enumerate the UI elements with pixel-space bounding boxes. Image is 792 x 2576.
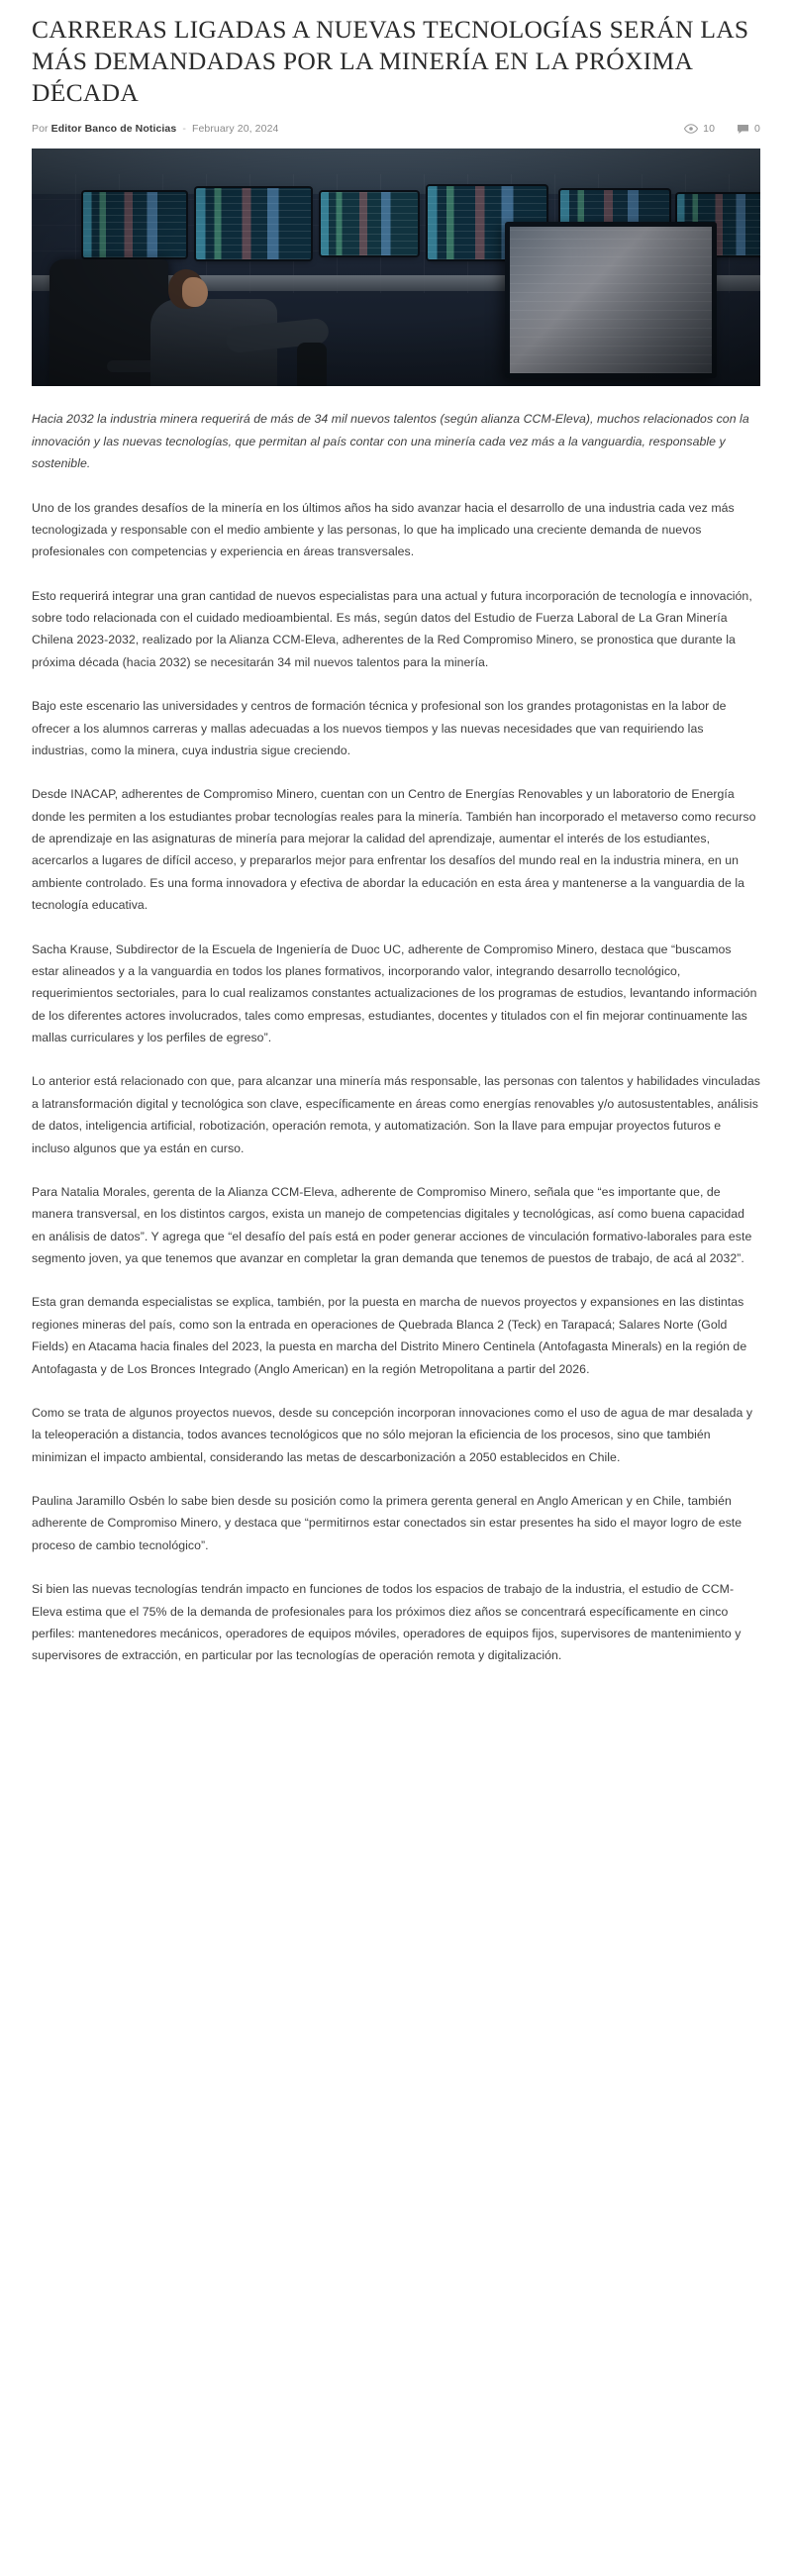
views-metric (684, 123, 715, 135)
article-paragraph: Como se trata de algunos proyectos nuevos, desde su concepción incorporan innovaciones como el uso de agua de mar desalada y la teleoperación a distancia, todos avances tecnológicos que no sólo mejoran la eficiencia de los procesos, sino que también minimizan el impacto ambiental, considerando las metas de descarbonización a 2050 establecidos en Chile. (32, 1405, 753, 1464)
comment-icon (737, 124, 749, 135)
eye-icon (684, 124, 698, 134)
comments-count: 0 (754, 123, 760, 136)
article-paragraph: Esta gran demanda especialistas se explica, también, por la puesta en marcha de nuevos proyectos y expansiones en las distintas regiones mineras del país, como son la entrada en operaciones de Quebrada Blanca 2 (Teck) en Tarapacá; Salares Norte (Gold Fields) en Atacama hacia finales del 2023, la puesta en marcha del Distrito Minero Centinela (Antofagasta Minerals) en la región de Antofagasta y de Los Bronces Integrado (Anglo American) en la región Metropolitana a partir del 2026. (32, 1295, 747, 1376)
article-paragraph-quote-krause: Sacha Krause, Subdirector de la Escuela de Ingeniería de Duoc UC, adherente de Compromiso Minero, destaca que “buscamos estar alineados y a la vanguardia en todos los planes formativos, incorporando valor, integrando desarrollo tecnológico, requerimientos sectoriales, para lo cual realizamos constantes actualizaciones de los programas de estudios, levantando información de los diferentes actores involucrados, tales como empresas, estudiantes, docentes y titulados con el fin mejorar continuamente las mallas curriculares y los perfiles de egreso”. (32, 941, 757, 1044)
page-title: CARRERAS LIGADAS A NUEVAS TECNOLOGÍAS SERÁN LAS MÁS DEMANDADAS POR LA MINERÍA EN LA PRÓXIMA DÉCADA (32, 15, 749, 108)
article-paragraph: Esto requerirá integrar una gran cantidad de nuevos especialistas para una actual y futura incorporación de tecnología e innovación, sobre todo relacionada con el cuidado medioambiental. Es más, según datos del Estudio de Fuerza Laboral de La Gran Minería Chilena 2023-2032, realizado por la Alianza CCM-Eleva, adherentes de la Red Compromiso Minero, se pronostica que durante la próxima década (hacia 2032) se necesitarán 34 mil nuevos talentos para la minería. (32, 588, 752, 669)
comments-metric (737, 123, 760, 135)
byline (32, 123, 760, 135)
article-paragraph: Desde INACAP, adherentes de Compromiso Minero, cuentan con un Centro de Energías Renovables y un laboratorio de Energía donde les permiten a los estudiantes probar tecnologías reales para la minería. También han incorporado el metaverso como recurso de aprendizaje en las asignaturas de minería para mejorar la calidad del aprendizaje, aumentar el interés de los estudiantes, acercarlos a lugares de difícil acceso, y prepararlos mejor para enfrentar los desafíos del mundo real en la industria minera, en un ambiente controlado. Es una forma innovadora y efectiva de abordar la educación en esta área y mantenerse a la vanguardia de la tecnología educativa. (32, 787, 756, 913)
article-paragraph-quote-morales: Para Natalia Morales, gerenta de la Alianza CCM-Eleva, adherente de Compromiso Minero, señala que “es importante que, de manera transversal, en los distintos cargos, exista un manejo de competencias digitales y tecnológicas, así como buena capacidad en análisis de datos”. Y agrega que “el desafío del país está en poder generar acciones de vinculación formativo-laborales para este segmento joven, ya que tenemos que avanzar en completar la gran demanda que tenemos de puestos de trabajo, de acá al 2032”. (32, 1184, 752, 1265)
article-paragraph: Si bien las nuevas tecnologías tendrán impacto en funciones de todos los espacios de trabajo de la industria, el estudio de CCM-Eleva estima que el 75% de la demanda de profesionales para los próximos diez años se concentrará específicamente en cinco perfiles: mantenedores mecánicos, operadores de equipos móviles, operadores de equipos fijos, supervisores de mantenimiento y supervisores de extracción, en particular por las tecnologías de operación remota y digitalización. (32, 1582, 742, 1663)
byline-dash: - (182, 123, 186, 136)
article-paragraph-quote-jaramillo: Paulina Jaramillo Osbén lo sabe bien desde su posición como la primera gerenta general en Anglo American y en Chile, también adherente de Compromiso Minero, y destaca que “permitirnos estar conectados sin estar presentes ha sido el mayor logro de este proceso de cambio tecnológico”. (32, 1494, 742, 1552)
article-paragraph: Uno de los grandes desafíos de la minería en los últimos años ha sido avanzar hacia el desarrollo de una industria cada vez más tecnologizada y responsable con el medio ambiente y las personas, lo que ha implicado una creciente demanda de nuevos profesionales con competencias y experiencia en áreas transversales. (32, 500, 735, 559)
article-paragraph-lead: Hacia 2032 la industria minera requerirá de más de 34 mil nuevos talentos (según alianza CCM-Eleva), muchos relacionados con la innovación y las nuevas tecnologías, que permitan al país contar con una minería cada vez más a la vanguardia, responsable y sostenible. (32, 412, 749, 471)
hero-vignette (32, 149, 760, 386)
article-paragraph: Bajo este escenario las universidades y centros de formación técnica y profesional son los grandes protagonistas en la labor de ofrecer a los alumnos carreras y mallas adecuadas a los nuevos tiempos y las nuevas necesidades que van requiriendo las industrias, como la minera, cuya industria sigue creciendo. (32, 699, 727, 757)
byline-date: February 20, 2024 (191, 123, 279, 136)
byline-author[interactable]: Editor Banco de Noticias (50, 123, 177, 136)
views-count: 10 (703, 123, 716, 136)
byline-by-prefix: Por (32, 123, 49, 136)
article-paragraph: Lo anterior está relacionado con que, para alcanzar una minería más responsable, las personas con talentos y habilidades vinculadas a latransformación digital y tecnológica son clave, específicamente en áreas como energías renovables y/o autosustentables, análisis de datos, inteligencia artificial, robotización, operación remota, y automatización. Son la llave para empujar proyectos futuros e incluso algunos que ya están en curso. (32, 1074, 760, 1155)
hero-image (32, 149, 760, 386)
